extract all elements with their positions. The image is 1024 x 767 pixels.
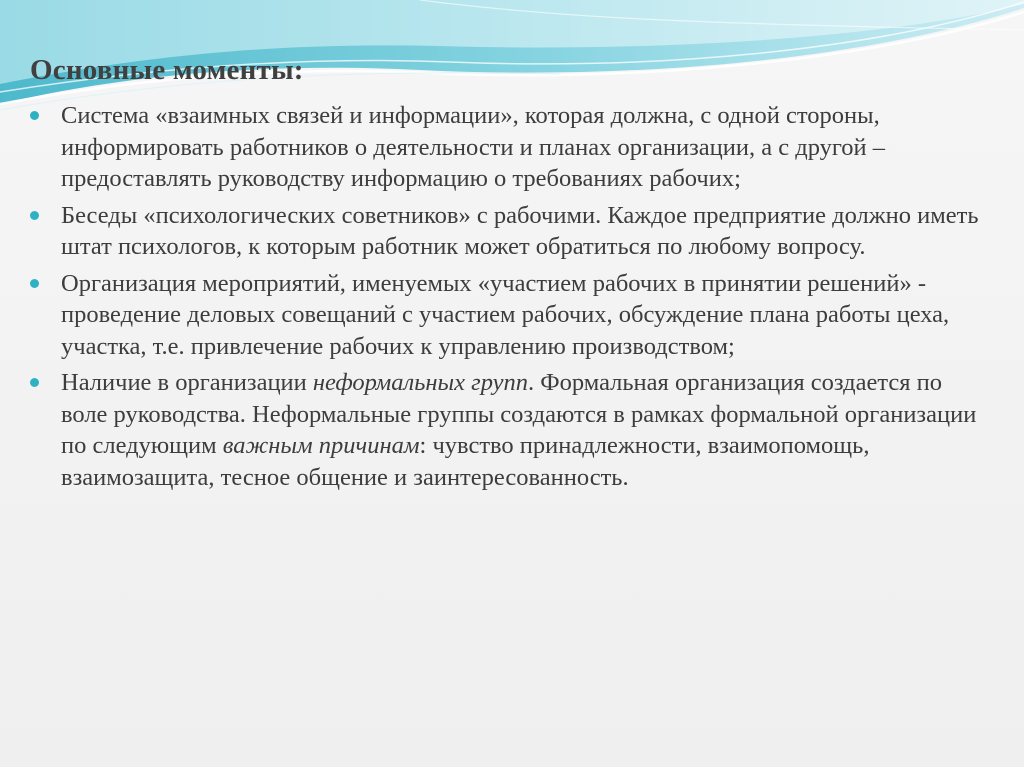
item-text (61, 369, 976, 491)
list-item (30, 200, 990, 263)
item-text: Система «взаимных связей и информации», которая должна, с одной стороны, информировать работников о деятельности и планах организации, а с другой – предоставлять руководству информацию о требованиях рабочих; (61, 102, 886, 192)
bullet-list (30, 100, 990, 498)
bullet-icon (30, 279, 39, 288)
item-text-part: Наличие в организации (61, 369, 313, 396)
slide-title: Основные моменты: (30, 54, 304, 86)
emphasis-important-reasons: важным причинам (222, 432, 420, 459)
list-item (30, 268, 990, 363)
item-text-part: . Формальная организация создается по воле руководства. Неформальные группы создаются в рамках формальной организации по следующим (61, 369, 977, 459)
list-item (30, 367, 990, 493)
bullet-icon (30, 378, 39, 387)
item-text: Беседы «психологических советников» с рабочими. Каждое предприятие должно иметь штат психологов, к которым работник может обратиться по любому вопросу. (61, 201, 979, 260)
item-text-part: : чувство принадлежности, взаимопомощь, взаимозащита, тесное общение и заинтересованность. (61, 432, 870, 491)
list-item (30, 100, 990, 195)
bullet-icon (30, 211, 39, 220)
item-text: Организация мероприятий, именуемых «участием рабочих в принятии решений» - проведение деловых совещаний с участием рабочих, обсуждение плана работы цеха, участка, т.е. привлечение рабочих к управлению производством; (61, 269, 950, 360)
bullet-icon (30, 111, 39, 120)
emphasis-informal-groups: неформальных групп (312, 369, 528, 396)
